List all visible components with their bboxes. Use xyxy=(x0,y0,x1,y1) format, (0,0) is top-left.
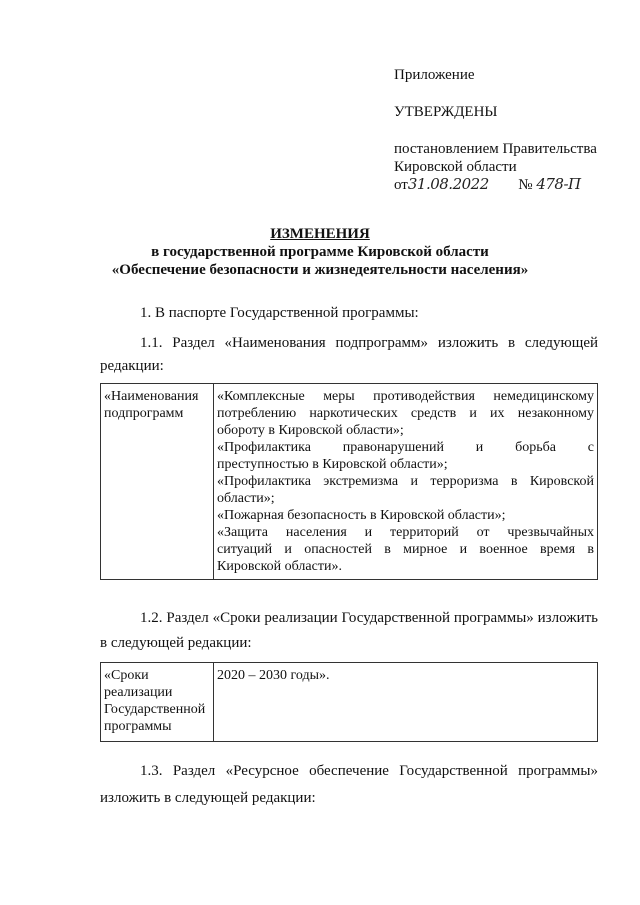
table1-line: «Профилактика экстремизма и терроризма в Кировской xyxy=(217,474,594,489)
resolution-line-1: постановлением Правительства xyxy=(394,141,597,157)
section-1-3-line-2: изложить в следующей редакции: xyxy=(100,790,316,806)
resolution-number: 478-П xyxy=(536,175,581,193)
table-row xyxy=(101,663,598,742)
section-1-1-line-1: 1.1. Раздел «Наименования подпрограмм» изложить в следующей xyxy=(140,335,598,351)
table1-line: потреблению наркотических средств и их незаконному xyxy=(217,406,594,421)
table1-line: «Профилактика правонарушений и борьба с xyxy=(217,440,594,455)
table1-line: преступностью в Кировской области»; xyxy=(217,457,448,472)
table1-value-cell xyxy=(214,384,598,580)
resolution-line-2: Кировской области xyxy=(394,159,517,175)
table1-label-cell xyxy=(101,384,214,580)
from-prefix: от xyxy=(394,177,408,193)
table2-label-cell xyxy=(101,663,214,742)
table2-label-line: «Сроки xyxy=(104,668,149,683)
approved-label: УТВЕРЖДЕНЫ xyxy=(394,104,498,120)
table1-line: ситуаций и опасностей в мирное и военное время в xyxy=(217,542,594,557)
table2-label-line: программы xyxy=(104,719,172,734)
title-heading: ИЗМЕНЕНИЯ xyxy=(270,226,370,242)
table2-value-cell xyxy=(214,663,598,742)
table1-line: «Пожарная безопасность в Кировской области»; xyxy=(217,508,506,523)
section-1-1-line-2: редакции: xyxy=(100,358,164,374)
table1-line: обороту в Кировской области»; xyxy=(217,423,404,438)
subprograms-table xyxy=(100,383,598,580)
table1-line: Кировской области». xyxy=(217,559,342,574)
table1-line: «Комплексные меры противодействия немедицинскому xyxy=(217,389,594,404)
table2-label-line: Государственной xyxy=(104,702,206,717)
title-line-3: «Обеспечение безопасности и жизнедеятельности населения» xyxy=(111,262,529,278)
number-prefix: № xyxy=(518,177,533,193)
document-title xyxy=(60,225,580,279)
table-row xyxy=(101,384,598,580)
section-1-3-line-1: 1.3. Раздел «Ресурсное обеспечение Государственной программы» xyxy=(140,763,598,779)
table1-label: «Наименования подпрограмм xyxy=(104,389,199,421)
title-line-2: в государственной программе Кировской области xyxy=(151,244,489,260)
appendix-label: Приложение xyxy=(394,67,475,83)
section-1-2-line-1: 1.2. Раздел «Сроки реализации Государственной программы» изложить xyxy=(140,610,598,626)
resolution-date-number xyxy=(394,175,581,194)
section-1-2-line-2: в следующей редакции: xyxy=(100,635,252,651)
table1-line: области»; xyxy=(217,491,275,506)
section-1: 1. В паспорте Государственной программы: xyxy=(140,305,419,321)
implementation-period-table xyxy=(100,662,598,742)
resolution-date: 31.08.2022 xyxy=(407,175,489,193)
table2-value: 2020 – 2030 годы». xyxy=(217,668,330,683)
table2-label-line: реализации xyxy=(104,685,173,700)
table1-line: «Защита населения и территорий от чрезвычайных xyxy=(217,525,594,540)
